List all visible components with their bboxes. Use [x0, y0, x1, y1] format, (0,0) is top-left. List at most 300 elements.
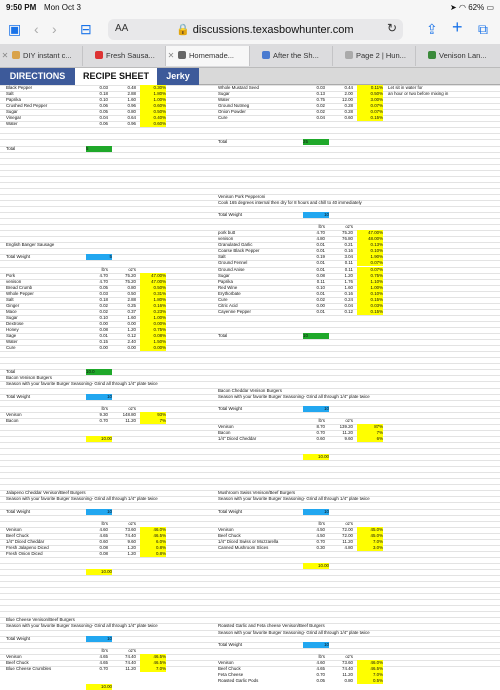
grid-line	[0, 478, 500, 479]
ingredient-percent: 0.15%	[357, 297, 383, 303]
ingredient-percent: 0.11%	[357, 85, 383, 91]
ingredient-lbs: 0.05	[316, 677, 325, 683]
ingredient-lbs: 0.00	[99, 320, 108, 326]
ingredient-lbs: 0.02	[316, 296, 325, 302]
ingredient-ozs: 2.00	[344, 91, 353, 97]
col-header-lbs: lb's	[101, 647, 108, 653]
status-time: 9:50 PM	[6, 3, 37, 12]
grid-line	[0, 182, 500, 183]
ingredient-lbs: 4.70	[316, 230, 325, 236]
grid-line	[0, 369, 500, 370]
ingredient-lbs: 0.02	[316, 109, 325, 115]
ingredient-name: Venison	[6, 526, 22, 532]
tab-label: DIY instant c...	[23, 51, 72, 60]
ingredient-ozs: 74.40	[125, 532, 136, 538]
ingredient-percent: 1.90%	[357, 254, 383, 260]
ingredient-percent: 1.50%	[140, 339, 166, 345]
section-title: Blue Cheese Venison/Beef Burgers	[6, 617, 75, 623]
ingredient-lbs: 0.01	[99, 333, 108, 339]
ingredient-percent: 0.07%	[357, 109, 383, 115]
tab-bar	[0, 44, 500, 68]
grid-line	[0, 448, 500, 449]
ingredient-ozs: 1.60	[344, 284, 353, 290]
col-header-ozs: oz's	[128, 405, 136, 411]
ingredient-lbs: 0.10	[316, 284, 325, 290]
grid-line	[0, 599, 500, 600]
ingredient-percent: 0.07%	[357, 260, 383, 266]
grid-line	[0, 127, 500, 128]
ingredient-percent: 0.8%	[140, 551, 166, 557]
ingredient-percent: 0.07%	[357, 103, 383, 109]
text-size-button[interactable]: AA	[115, 23, 129, 34]
ingredient-ozs: 11.20	[125, 417, 136, 423]
grid-line	[0, 357, 500, 358]
ingredient-percent: 93%	[140, 412, 166, 418]
tab-label: Fresh Sausa...	[106, 51, 155, 60]
ingredient-lbs: 0.13	[316, 91, 325, 97]
ingredient-ozs: 75.20	[342, 230, 353, 236]
ingredient-ozs: 0.37	[127, 308, 136, 314]
sheet-tab-directions[interactable]: DIRECTIONS	[0, 68, 75, 85]
ingredient-lbs: 0.05	[99, 109, 108, 115]
tab-label: After the Sh...	[273, 51, 319, 60]
favicon-icon	[12, 51, 20, 59]
grid-line	[0, 593, 500, 594]
ingredient-name: Sugar	[6, 109, 18, 115]
ingredient-percent: 47.00%	[140, 273, 166, 279]
ingredient-ozs: 0.16	[344, 290, 353, 296]
total-value: 10.00	[303, 454, 329, 460]
ingredient-percent: 7%	[140, 418, 166, 424]
ingredient-percent: 0.30%	[140, 85, 166, 91]
ingredient-lbs: 0.00	[99, 345, 108, 351]
grid-line	[0, 521, 500, 522]
ingredient-name: Water	[218, 97, 230, 103]
grid-line	[0, 587, 500, 588]
ingredient-percent: 7.0%	[357, 672, 383, 678]
ingredient-percent: 0.15%	[357, 309, 383, 315]
grid-line	[0, 351, 500, 352]
bookmarks-icon[interactable]: ⊟	[80, 21, 92, 37]
ingredient-lbs: 0.08	[99, 327, 108, 332]
ingredient-percent: 0.5%	[357, 678, 383, 684]
ingredient-percent: 0.50%	[140, 109, 166, 115]
section-note: Season with your favorite Burger Seasoning- Grind all through 1/4" plate twice	[218, 393, 370, 399]
ingredient-name: Pork	[6, 272, 16, 278]
ingredient-ozs: 0.04	[344, 302, 353, 308]
ingredient-lbs: 4.65	[316, 665, 325, 671]
ingredient-lbs: 4.70	[99, 278, 108, 284]
ingredient-lbs: 0.18	[99, 296, 108, 302]
ingredient-name: Ginger	[6, 302, 20, 308]
ingredient-percent: 1.00%	[140, 97, 166, 103]
status-bar	[0, 0, 500, 16]
ingredient-ozs: 148.80	[122, 411, 136, 417]
ingredient-name: Ground Nutmeg	[218, 103, 250, 109]
total-weight-value: 10	[86, 394, 112, 400]
ingredient-lbs: 0.19	[316, 254, 325, 260]
ingredient-percent: 45.0%	[357, 527, 383, 533]
close-icon[interactable]: ✕	[167, 51, 175, 60]
ingredient-percent: 48.00%	[357, 236, 383, 242]
total-weight-label: Total Weight	[6, 635, 31, 641]
ingredient-lbs: 0.70	[99, 417, 108, 423]
ingredient-percent: 0.60%	[140, 121, 166, 127]
ingredient-name: Citric Acid	[218, 302, 238, 308]
col-header-lbs: lb's	[318, 653, 325, 659]
total-weight-label: Total Weight	[218, 212, 243, 218]
col-header-lbs: lb's	[318, 224, 325, 230]
ingredient-lbs: 0.03	[99, 85, 108, 90]
ingredient-ozs: 11.20	[125, 665, 136, 671]
section-note: Season with your favorite Burger Seasoning- Grind all through 1/4" plate twice	[218, 496, 370, 502]
tab-6[interactable]	[416, 46, 500, 66]
grid-line	[0, 188, 500, 189]
new-tab-icon[interactable]: +	[452, 17, 463, 37]
ingredient-name: Bacon	[6, 417, 19, 423]
col-header-ozs: oz's	[345, 417, 353, 423]
ingredient-lbs: 4.50	[316, 526, 325, 532]
section-note: Season with your favorite Burger Seasoning- Grind all through 1/4" plate twice	[6, 496, 158, 502]
ingredient-percent: 7.0%	[140, 666, 166, 672]
ingredient-name: Vinegar	[6, 115, 22, 121]
ingredient-name: Black Pepper	[6, 85, 33, 90]
ingredient-lbs: 0.15	[99, 339, 108, 345]
grid-line	[0, 557, 500, 558]
col-header-ozs: oz's	[345, 520, 353, 526]
reload-icon[interactable]: ↻	[386, 21, 397, 35]
ingredient-lbs: 0.60	[316, 435, 325, 441]
col-header-ozs: oz's	[345, 224, 353, 230]
grid-line	[0, 581, 500, 582]
grid-line	[0, 502, 500, 503]
share-icon[interactable]: ⇪	[426, 21, 438, 37]
favicon-icon	[178, 51, 186, 59]
ingredient-percent: 0.31%	[140, 291, 166, 297]
back-icon[interactable]: ‹	[34, 21, 39, 37]
close-icon[interactable]: ✕	[1, 51, 9, 60]
col-header-lbs: lb's	[101, 405, 108, 411]
ingredient-lbs: 0.03	[99, 290, 108, 296]
total-weight-label: Total Weight	[218, 405, 243, 411]
grid-line	[0, 460, 500, 461]
ingredient-percent: 46.5%	[357, 666, 383, 672]
ingredient-ozs: 72.00	[342, 532, 353, 538]
ingredient-lbs: 0.01	[316, 290, 325, 296]
grid-line	[0, 170, 500, 171]
ingredient-percent: 0.07%	[357, 267, 383, 273]
wifi-icon: ◠	[458, 3, 466, 12]
ingredient-name: Venison	[218, 423, 234, 429]
ingredient-ozs: 75.20	[125, 278, 136, 284]
favicon-icon	[428, 51, 436, 59]
ingredient-note: an hour or two before mixing in	[388, 91, 449, 97]
total-label: Total	[6, 369, 16, 375]
tab-2[interactable]	[83, 46, 166, 66]
battery-percent: 62%	[468, 3, 485, 12]
ingredient-ozs: 0.60	[344, 115, 353, 121]
ingredient-ozs: 0.80	[127, 109, 136, 115]
grid-line	[0, 206, 500, 207]
recipe-sheet[interactable]	[0, 85, 500, 689]
total-weight-value: 10	[86, 636, 112, 642]
total-value: 10.00	[86, 569, 112, 575]
ingredient-lbs: 0.08	[99, 550, 108, 556]
ingredient-lbs: 0.01	[316, 260, 325, 266]
total-value: 25	[303, 139, 329, 145]
ingredient-percent: 1.80%	[140, 297, 166, 303]
grid-line	[0, 466, 500, 467]
ingredient-name: Blue Cheese Crumbles	[6, 665, 52, 671]
url-value: discussions.texasbowhunter.com	[192, 24, 354, 36]
ingredient-lbs: 4.65	[99, 659, 108, 665]
grid-line	[0, 515, 500, 516]
ingredient-name: Water	[6, 121, 18, 127]
ingredient-name: venison	[6, 278, 22, 284]
ingredient-ozs: 0.96	[127, 121, 136, 127]
sheet-tab-jerky[interactable]: Jerky	[157, 68, 199, 85]
ingredient-ozs: 0.80	[127, 284, 136, 290]
total-weight-label: Total Weight	[6, 254, 31, 260]
ingredient-percent: 6%	[357, 436, 383, 442]
ingredient-percent: 1.00%	[140, 315, 166, 321]
ingredient-name: Mace	[6, 308, 17, 314]
ingredient-percent: 0.10%	[357, 248, 383, 254]
total-value: 10.0	[86, 369, 112, 375]
ingredient-name: Salt	[218, 254, 226, 260]
ingredient-lbs: 0.04	[99, 115, 108, 121]
total-weight-value: 5	[86, 254, 112, 260]
ingredient-name: Salt	[6, 91, 14, 97]
ingredient-percent: 87%	[357, 424, 383, 430]
ingredient-name: Ground Fennel	[218, 260, 248, 266]
ingredient-name: Feta Cheese	[218, 671, 244, 677]
ingredient-ozs: 1.76	[344, 278, 353, 284]
section-title: Jalapeno Cheddar Venison/Beef Burgers	[6, 490, 86, 496]
ingredient-ozs: 0.25	[127, 302, 136, 308]
ingredient-percent: 0.75%	[357, 273, 383, 279]
ingredient-lbs: 0.00	[316, 302, 325, 308]
ingredient-percent: 46.5%	[140, 533, 166, 539]
ingredient-name: Beef Chuck	[6, 659, 29, 665]
ingredient-percent: 46.0%	[140, 527, 166, 533]
ingredient-name: Dextrose	[6, 320, 24, 326]
ingredient-lbs: 0.03	[316, 85, 325, 90]
ingredient-lbs: 4.70	[99, 272, 108, 278]
grid-line	[0, 152, 500, 153]
total-weight-value: 10	[303, 509, 329, 515]
ingredient-name: Sugar	[218, 272, 230, 278]
tab-1[interactable]	[0, 46, 83, 66]
section-title: Mushroom Swiss Venison/Beef Burgers	[218, 490, 296, 496]
ingredient-name: Paprika	[6, 97, 21, 103]
ingredient-name: Whole Mustard Seed	[218, 85, 259, 90]
ingredient-ozs: 75.20	[125, 272, 136, 278]
ingredient-ozs: 3.04	[344, 254, 353, 260]
tab-label: Homemade...	[189, 51, 235, 60]
ingredient-name: Water	[6, 339, 18, 345]
favicon-icon	[262, 51, 270, 59]
ingredient-name: Bacon	[218, 429, 231, 435]
grid-line	[0, 472, 500, 473]
ingredient-percent: 0.40%	[140, 115, 166, 121]
grid-line	[0, 605, 500, 606]
ingredient-ozs: 0.00	[127, 345, 136, 351]
ingredient-ozs: 0.80	[344, 677, 353, 683]
sheet-tab-recipe-sheet[interactable]: RECIPE SHEET	[75, 68, 157, 85]
ingredient-name: Sugar	[6, 314, 18, 320]
ingredient-percent: 0.13%	[357, 242, 383, 248]
ingredient-name: Whole Pepper	[6, 290, 34, 296]
ingredient-ozs: 0.00	[127, 320, 136, 326]
ingredient-name: Sugar	[218, 91, 230, 97]
ingredient-name: pork butt	[218, 230, 236, 236]
grid-line	[0, 563, 500, 564]
ingredient-percent: 1.00%	[357, 285, 383, 291]
ingredient-ozs: 74.40	[125, 653, 136, 659]
total-weight-value: 10	[86, 509, 112, 515]
ingredient-lbs: 0.01	[316, 308, 325, 314]
col-header-ozs: oz's	[128, 647, 136, 653]
section-title: Bacon Cheddar Venison Burgers	[218, 387, 282, 393]
status-date: Mon Oct 3	[44, 3, 81, 12]
ingredient-lbs: 8.70	[316, 423, 325, 429]
ingredient-percent: 1.10%	[357, 279, 383, 285]
ingredient-percent: 0.8%	[140, 545, 166, 551]
tab-4[interactable]	[250, 46, 333, 66]
total-label: Total	[218, 139, 228, 145]
ingredient-ozs: 0.48	[127, 85, 136, 90]
total-value: 10.00	[86, 436, 112, 442]
col-header-lbs: lb's	[318, 417, 325, 423]
col-header-lbs: lb's	[101, 266, 108, 272]
ingredient-name: Fresh Onion Diced	[6, 550, 43, 556]
grid-line	[0, 454, 500, 455]
ingredient-lbs: 0.01	[316, 266, 325, 272]
ingredient-name: Cure	[6, 345, 16, 351]
ingredient-lbs: 4.50	[316, 532, 325, 538]
total-weight-label: Total Weight	[218, 641, 243, 647]
ingredient-name: Salt	[6, 296, 14, 302]
ingredient-ozs: 2.88	[127, 296, 136, 302]
tab-5[interactable]	[333, 46, 416, 66]
ingredient-lbs: 0.10	[99, 314, 108, 320]
tab-overview-icon[interactable]: ⧉	[478, 21, 488, 37]
ingredient-ozs: 0.21	[344, 242, 353, 248]
ingredient-name: 1/4" Diced Cheddar	[218, 435, 257, 441]
ingredient-lbs: 0.08	[316, 272, 325, 278]
ingredient-percent: 7%	[357, 430, 383, 436]
ingredient-name: Paprika	[218, 278, 233, 284]
ingredient-lbs: 0.18	[99, 91, 108, 97]
grid-line	[0, 133, 500, 134]
ingredient-ozs: 0.28	[344, 103, 353, 109]
section-title: Roasted Garlic and Feta cheese Venison/Beef Burgers	[218, 623, 325, 629]
ingredient-name: Venison	[6, 411, 22, 417]
ingredient-ozs: 11.20	[342, 429, 353, 435]
ingredient-percent: 0.50%	[140, 285, 166, 291]
grid-line	[0, 363, 500, 364]
ingredient-percent: 46.5%	[140, 660, 166, 666]
ingredient-percent: 46.5%	[140, 654, 166, 660]
favicon-icon	[95, 51, 103, 59]
ingredient-name: Erythorbate	[218, 290, 241, 296]
total-label: Total	[218, 333, 228, 339]
ingredient-ozs: 73.60	[342, 659, 353, 665]
ingredient-percent: 46.0%	[357, 660, 383, 666]
section-title: Venison Pork Pepperoni	[218, 193, 266, 199]
ingredient-lbs: 0.04	[316, 115, 325, 121]
total-value: 5	[86, 146, 112, 152]
ingredient-percent: 0.23%	[140, 309, 166, 315]
total-label: Total	[6, 145, 16, 151]
ingredient-lbs: 0.10	[99, 97, 108, 103]
ingredient-percent: 0.16%	[140, 303, 166, 309]
total-value: 10.00	[86, 684, 112, 690]
ingredient-lbs: 0.02	[99, 308, 108, 314]
ingredient-name: Honey	[6, 327, 19, 332]
ingredient-ozs: 0.12	[127, 333, 136, 339]
ingredient-ozs: 0.11	[344, 260, 353, 266]
ingredient-percent: 0.75%	[140, 327, 166, 333]
ingredient-ozs: 9.60	[127, 538, 136, 544]
ingredient-lbs: 0.60	[99, 538, 108, 544]
browser-toolbar	[0, 16, 500, 44]
ingredient-ozs: 0.64	[127, 115, 136, 121]
ingredient-ozs: 1.20	[127, 550, 136, 556]
ingredient-percent: 45.0%	[357, 533, 383, 539]
ingredient-percent: 7.0%	[357, 539, 383, 545]
ingredient-percent: 0.60%	[140, 103, 166, 109]
address-bar[interactable]	[108, 19, 403, 40]
ingredient-name: 1/4" Diced Swiss or Mozzarella	[218, 538, 279, 544]
ingredient-percent: 0.08%	[140, 333, 166, 339]
tab-3-active[interactable]	[166, 46, 250, 66]
ingredient-lbs: 9.30	[99, 411, 108, 417]
ingredient-percent: 0.00%	[140, 321, 166, 327]
ingredient-percent: 47.00%	[357, 230, 383, 236]
ingredient-name: Venison	[218, 659, 234, 665]
forward-icon[interactable]: ›	[52, 21, 57, 37]
total-weight-value: 10	[303, 406, 329, 412]
col-header-lbs: lb's	[318, 520, 325, 526]
section-title: English Banger Sausage	[6, 242, 55, 248]
ingredient-name: Crushed Red Pepper	[6, 103, 48, 109]
ingredient-percent: 0.03%	[357, 303, 383, 309]
grid-line	[0, 400, 500, 401]
ingredient-name: Venison	[218, 526, 234, 532]
ingredient-ozs: 73.60	[125, 526, 136, 532]
grid-line	[0, 484, 500, 485]
grid-line	[0, 146, 500, 147]
grid-line	[0, 575, 500, 576]
ingredient-lbs: 4.60	[316, 659, 325, 665]
sidebar-icon[interactable]: ▣	[8, 21, 22, 37]
tab-label: Page 2 | Hun...	[356, 51, 406, 60]
ingredient-ozs: 2.88	[127, 91, 136, 97]
section-note: Cook 165 degrees internal then dry for 8 hours and chill to 40 immediately	[218, 199, 362, 205]
ingredient-percent: 0.15%	[357, 115, 383, 121]
ingredient-lbs: 0.70	[99, 665, 108, 671]
ingredient-lbs: 0.06	[99, 121, 108, 127]
ingredient-lbs: 0.70	[316, 538, 325, 544]
ingredient-name: Beef Chuck	[6, 532, 29, 538]
col-header-ozs: oz's	[128, 266, 136, 272]
sheet-tab-bar	[0, 68, 500, 85]
total-weight-value: 10	[303, 212, 329, 218]
grid-line	[0, 164, 500, 165]
total-weight-label: Total Weight	[6, 508, 31, 514]
